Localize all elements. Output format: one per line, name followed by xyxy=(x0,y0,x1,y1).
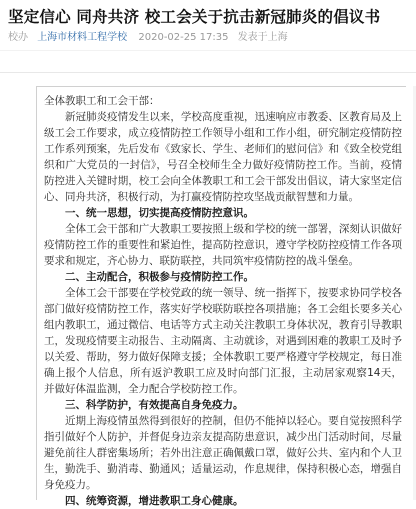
article-meta xyxy=(8,31,408,45)
article-author: 校办 xyxy=(8,32,28,43)
section-paragraph-2: 全体工会干部要在学校党政的统一领导、统一指挥下，按要求协同学校各部门做好疫情防控工作，落实好学校联防联控各项措施；各工会组长要多关心组内教职工，通过微信、电话等方式主动关注教职工身体状况，教育引导教职工，发现疫情要主动报告、主动隔离、主动就诊，对遇到困难的教职工及时予以关爱、帮助，努力做好保障支援；全体教职工要严格遵守学校规定，每日准确上报个人信息，所有返沪教职工应及时向部门汇报，主动居家观察14天，并做好体温监测，全力配合学校防控工作。 xyxy=(44,287,402,395)
divider xyxy=(0,50,416,51)
section-heading-4: 四、统筹资源，增进教职工身心健康。 xyxy=(65,495,244,507)
section-heading-2: 二、主动配合，积极参与疫情防控工作。 xyxy=(65,271,254,283)
section-heading-3: 三、科学防护，有效提高自身免疫力。 xyxy=(65,399,244,411)
article-body xyxy=(36,86,406,507)
salutation: 全体教职工和工会干部： xyxy=(44,95,160,107)
publish-location: 发表于上海 xyxy=(237,32,288,43)
section-paragraph-1: 全体工会干部和广大教职工要按照上级和学校的统一部署，深刻认识做好疫情防控工作的重要性和紧迫性，提高防控意识，遵守学校防控疫情工作各项要求和规定，齐心协力、联防联控，共同筑牢疫情防控的战斗堡垒。 xyxy=(44,223,402,267)
publish-date: 2020-02-25 17:35 xyxy=(138,32,229,43)
article-title: 坚定信心 同舟共济 校工会关于抗击新冠肺炎的倡议书 xyxy=(8,8,381,26)
section-heading-1: 一、统一思想，切实提高疫情防控意识。 xyxy=(65,207,254,219)
divider xyxy=(0,72,416,73)
intro-paragraph: 新冠肺炎疫情发生以来，学校高度重视，迅速响应市教委、区教育局及上级工会工作要求，成立疫情防控工作领导小组和工作小组，研究制定疫情防控工作系列预案，先后发布《致家长、学生、老师们的慰问信》和《致全校党组织和广大党员的一封信》，号召全校师生全力做好疫情防控工作。当前，疫情防控进入关键时期，校工会向全体教职工和工会干部发出倡议，请大家坚定信心、同舟共济，积极行动，为打赢疫情防控攻坚战贡献智慧和力量。 xyxy=(44,111,402,203)
section-paragraph-3: 近期上海疫情虽然得到很好的控制，但仍不能掉以轻心。要自觉按照科学指引做好个人防护，并督促身边亲友提高防患意识，减少出门活动时间，尽量避免前往人群密集场所；若外出注意正确佩戴口罩，做好公共、室内和个人卫生，勤洗手、勤消毒、勤通风；适量运动，作息规律，保持积极心态，增强自身免疫力。 xyxy=(44,415,402,491)
account-name-link[interactable]: 上海市材料工程学校 xyxy=(37,32,128,43)
